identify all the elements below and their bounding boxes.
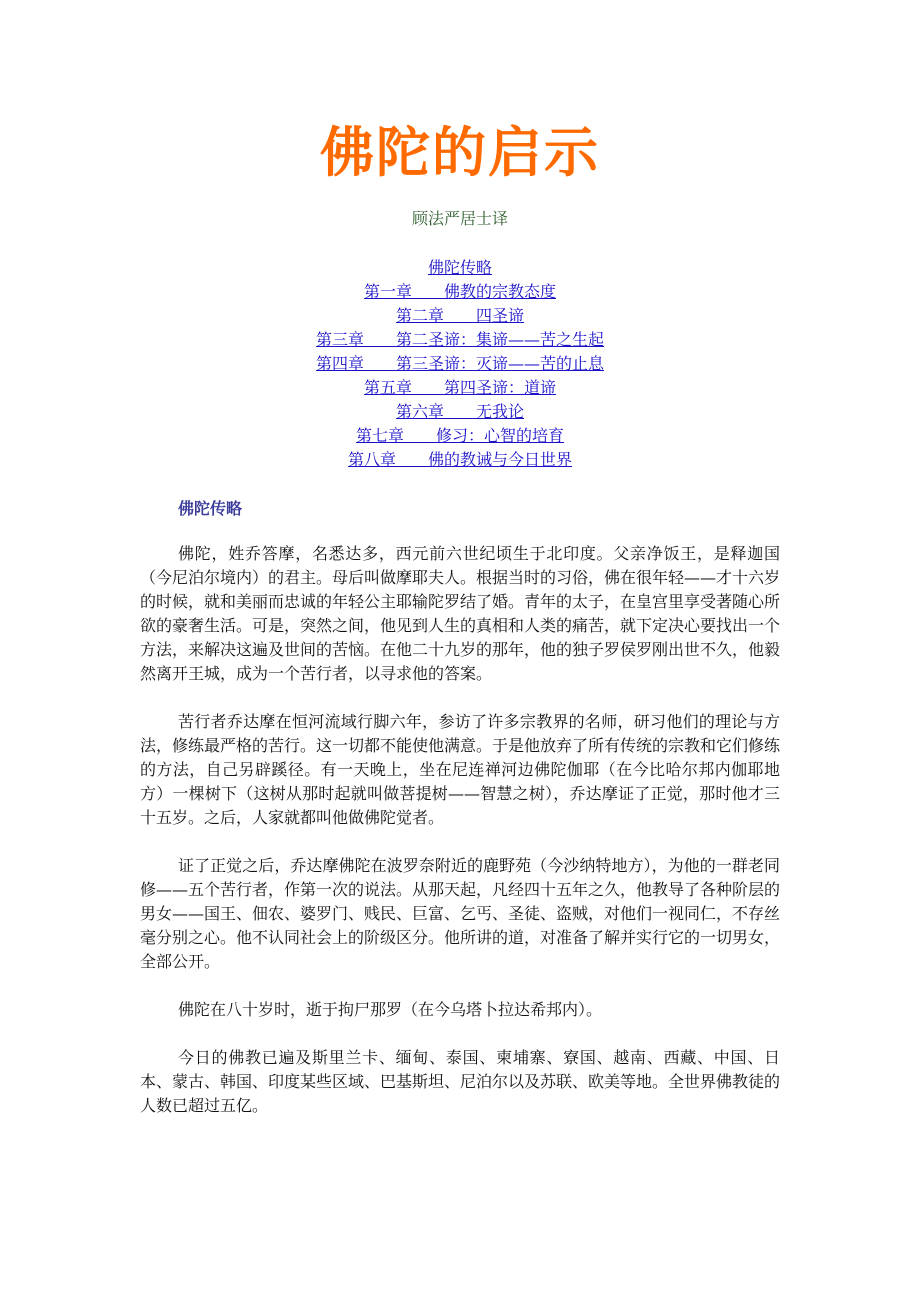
toc-item <box>0 424 920 448</box>
document-title: 佛陀的启示 <box>320 121 600 184</box>
toc-link-biography[interactable]: 佛陀传略 <box>427 258 492 277</box>
section-heading: 佛陀传略 <box>178 499 243 518</box>
toc-item <box>0 400 920 424</box>
toc-item <box>0 448 920 472</box>
toc-item <box>0 256 920 280</box>
toc-link-chapter-7[interactable]: 第七章 修习：心智的培育 <box>355 426 564 445</box>
table-of-contents <box>0 256 920 472</box>
toc-item <box>0 328 920 352</box>
body-paragraph: 证了正觉之后，乔达摩佛陀在波罗奈附近的鹿野苑（今沙纳特地方），为他的一群老同修——五个苦行者，作第一次的说法。从那天起，凡经四十五年之久，他教导了各种阶层的男女——国王、佃农、婆罗门、贱民、巨富、乞丐、圣徒、盗贼，对他们一视同仁，不存丝毫分别之心。他不认同社会上的阶级区分。他所讲的道，对准备了解并实行它的一切男女，全部公开。 <box>140 856 781 971</box>
translator-credit: 顾法严居士译 <box>411 209 508 228</box>
toc-link-chapter-8[interactable]: 第八章 佛的教诫与今日世界 <box>347 450 572 469</box>
toc-link-chapter-1[interactable]: 第一章 佛教的宗教态度 <box>363 282 556 301</box>
body-paragraph: 今日的佛教已遍及斯里兰卡、缅甸、泰国、柬埔寨、寮国、越南、西藏、中国、日本、蒙古、韩国、印度某些区域、巴基斯坦、尼泊尔以及苏联、欧美等地。全世界佛教徒的人数已超过五亿。 <box>140 1048 781 1115</box>
toc-item <box>0 352 920 376</box>
toc-item <box>0 280 920 304</box>
toc-item <box>0 304 920 328</box>
body-paragraph: 佛陀，姓乔答摩，名悉达多，西元前六世纪顷生于北印度。父亲净饭王，是释迦国（今尼泊尔境内）的君主。母后叫做摩耶夫人。根据当时的习俗，佛在很年轻——才十六岁的时候，就和美丽而忠诚的年轻公主耶输陀罗结了婚。青年的太子，在皇宫里享受著随心所欲的豪奢生活。可是，突然之间，他见到人生的真相和人类的痛苦，就下定决心要找出一个方法，来解决这遍及世间的苦恼。在他二十九岁的那年，他的独子罗侯罗刚出世不久，他毅然离开王城，成为一个苦行者，以寻求他的答案。 <box>140 544 781 683</box>
toc-link-chapter-3[interactable]: 第三章 第二圣谛：集谛——苦之生起 <box>315 330 604 349</box>
toc-item <box>0 376 920 400</box>
body-paragraph: 佛陀在八十岁时，逝于拘尸那罗（在今乌塔卜拉达希邦内）。 <box>178 1000 603 1019</box>
body-paragraph: 苦行者乔达摩在恒河流域行脚六年，参访了许多宗教界的名师，研习他们的理论与方法，修练最严格的苦行。这一切都不能使他满意。于是他放弃了所有传统的宗教和它们修练的方法，自己另辟蹊径。有一天晚上，坐在尼连禅河边佛陀伽耶（在今比哈尔邦内伽耶地方）一棵树下（这树从那时起就叫做菩提树——智慧之树），乔达摩证了正觉，那时他才三十五岁。之后，人家就都叫他做佛陀觉者。 <box>140 712 781 827</box>
body-content <box>140 542 780 1142</box>
toc-link-chapter-5[interactable]: 第五章 第四圣谛：道谛 <box>363 378 556 397</box>
toc-link-chapter-4[interactable]: 第四章 第三圣谛：灭谛——苦的止息 <box>315 354 604 373</box>
toc-link-chapter-6[interactable]: 第六章 无我论 <box>395 402 524 421</box>
toc-link-chapter-2[interactable]: 第二章 四圣谛 <box>395 306 524 325</box>
